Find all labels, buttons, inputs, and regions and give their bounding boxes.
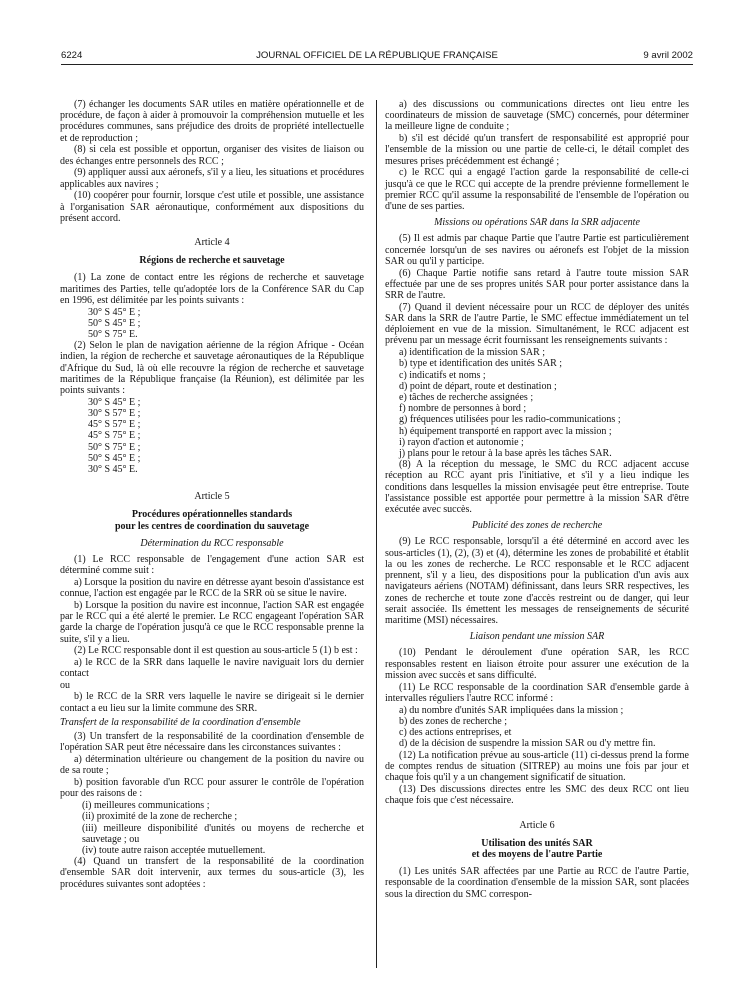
coordinate-line: 30° S 45° E ; [88, 396, 141, 408]
list-item: j) plans pour le retour à la base après les tâches SAR. [399, 448, 612, 460]
paragraph: (7) Quand il devient nécessaire pour un RCC de déployer des unités SAR dans la SRR de l'autre Partie, le SMC effectue immédiatement un tel déploiement en vue de la mission. Simultanément, le RCC adjacent est prévenu par un message écrit fournissant les renseignements suivants : [385, 301, 689, 347]
list-item: (ii) proximité de la zone de recherche ; [82, 811, 238, 823]
list-item: i) rayon d'action et autonomie ; [399, 436, 524, 448]
article-5-heading: Article 5 [194, 491, 230, 503]
paragraph: (9) appliquer aussi aux aéronefs, s'il y a lieu, les situations et procédures applicables aux navires ; [60, 167, 364, 190]
article-6-title-line-2: et des moyens de l'autre Partie [471, 848, 603, 860]
section-subheading: Missions ou opérations SAR dans la SRR adjacente [434, 217, 640, 229]
coordinate-line: 50° S 45° E ; [88, 317, 141, 329]
paragraph: b) le RCC de la SRR vers laquelle le navire se dirigeait si le dernier contact a eu lieu sur la limite commune des SRR. [60, 691, 364, 714]
list-item: c) des actions entreprises, et [399, 726, 512, 738]
paragraph: a) Lorsque la position du navire en détresse ayant besoin d'assistance est connue, l'action est engagée par le RCC de la SRR où se situe le navire. [60, 577, 364, 600]
list-item: b) des zones de recherche ; [399, 715, 507, 727]
coordinate-line: 30° S 57° E ; [88, 408, 141, 420]
paragraph: b) s'il est décidé qu'un transfert de responsabilité est approprié pour l'ensemble de la mission ou une partie de celle-ci, le détail complet des mesures prises précédemment est échangé ; [385, 133, 689, 167]
page-header [61, 50, 693, 64]
paragraph: (11) Le RCC responsable de la coordination SAR d'ensemble garde à intervalles réguliers l'autre RCC informé : [385, 681, 689, 704]
paragraph: b) position favorable d'un RCC pour assurer le contrôle de l'opération pour des raisons de : [60, 777, 364, 800]
list-item: g) fréquences utilisées pour les radio-communications ; [399, 414, 621, 426]
journal-title: JOURNAL OFFICIEL DE LA RÉPUBLIQUE FRANÇAISE [256, 50, 498, 61]
coordinate-line: 45° S 57° E ; [88, 419, 141, 431]
header-rule [61, 64, 693, 65]
list-item: e) tâches de recherche assignées ; [399, 392, 534, 404]
paragraph: (4) Quand un transfert de la responsabilité de la coordination d'ensemble SAR doit intervenir, aux termes du sous-article (3), les procédures suivantes sont adoptées : [60, 856, 364, 890]
list-item: (i) meilleures communications ; [82, 800, 210, 812]
coordinate-line: 45° S 75° E ; [88, 430, 141, 442]
paragraph: (2) Selon le plan de navigation aérienne de la région Afrique - Océan indien, la région de recherche et sauvetage aéronautiques de la République d'Afrique du Sud, là où elle recouvre la région de recherche et sauvetage maritimes de la République française (la Réunion), est délimitée par les points suivants : [60, 340, 364, 397]
paragraph: (5) Il est admis par chaque Partie que l'autre Partie est particulièrement concernée lorsqu'un de ses navires ou aéronefs est l'objet de la mission SAR ou qu'il y participe. [385, 233, 689, 267]
paragraph: (10) Pendant le déroulement d'une opération SAR, les RCC responsables restent en liaison étroite pour assurer une exécution de la mission avec succès et sans difficulté. [385, 647, 689, 681]
article-6-heading: Article 6 [519, 819, 555, 831]
conjunction: ou [60, 680, 70, 692]
coordinate-line: 50° S 75° E. [88, 329, 138, 341]
paragraph: (1) Les unités SAR affectées par une Partie au RCC de l'autre Partie, responsable de la coordination d'ensemble de la mission SAR, sont placées sous la direction du SMC correspon- [385, 866, 689, 900]
list-item: a) identification de la mission SAR ; [399, 347, 546, 359]
column-separator [376, 100, 377, 968]
list-item: b) type et identification des unités SAR ; [399, 358, 563, 370]
paragraph: a) des discussions ou communications directes ont lieu entre les coordinateurs de mission de sauvetage (SMC) concernés, pour déterminer la meilleure ligne de conduite ; [385, 99, 689, 133]
publication-date: 9 avril 2002 [643, 50, 693, 61]
paragraph: a) détermination ultérieure ou changement de la position du navire ou de sa route ; [60, 754, 364, 777]
paragraph: (1) Le RCC responsable de l'engagement d'une action SAR est déterminé comme suit : [60, 554, 364, 577]
list-item: h) équipement transporté en rapport avec la mission ; [399, 425, 612, 437]
list-item: f) nombre de personnes à bord ; [399, 403, 527, 415]
paragraph: d) de la décision de suspendre la mission SAR ou d'y mettre fin. [399, 738, 656, 750]
section-subheading: Transfert de la responsabilité de la coordination d'ensemble [60, 716, 301, 728]
paragraph: (1) La zone de contact entre les régions de recherche et sauvetage maritimes des Parties, telle qu'adoptée lors de la Conférence SAR du Cap en 1996, est délimitée par les points suivants : [60, 272, 364, 306]
article-4-title: Régions de recherche et sauvetage [139, 255, 285, 267]
list-item: c) indicatifs et noms ; [399, 369, 486, 381]
paragraph: (13) Des discussions directes entre les SMC des deux RCC ont lieu chaque fois que c'est nécessaire. [385, 784, 689, 807]
section-subheading: Liaison pendant une mission SAR [469, 631, 605, 643]
section-subheading: Détermination du RCC responsable [140, 537, 284, 549]
paragraph: a) le RCC de la SRR dans laquelle le navire naviguait lors du dernier contact [60, 657, 364, 680]
paragraph: (10) coopérer pour fournir, lorsque c'est utile et possible, une assistance à l'organisation SAR aéronautique, conformément aux dispositions du présent accord. [60, 190, 364, 224]
list-item: a) du nombre d'unités SAR impliquées dans la mission ; [399, 704, 624, 716]
article-6-title-line-1: Utilisation des unités SAR [481, 837, 593, 849]
paragraph: (7) échanger les documents SAR utiles en matière opérationnelle et de procédure, de façon à aider à promouvoir la compréhension mutuelle et les procédures communes, sans préjudice des droits de propriété intellectuelle et de reproduction ; [60, 99, 364, 144]
page-number: 6224 [61, 50, 83, 61]
paragraph: (6) Chaque Partie notifie sans retard à l'autre toute mission SAR effectuée par une de ses propres unités SAR pour porter assistance dans la SRR de l'autre. [385, 267, 689, 302]
list-item: (iii) meilleure disponibilité d'unités ou moyens de recherche et sauvetage ; ou [82, 822, 364, 845]
coordinate-line: 30° S 45° E ; [88, 306, 141, 318]
paragraph: (9) Le RCC responsable, lorsqu'il a été déterminé en accord avec les sous-articles (1), (2), (3) et (4), détermine les zones de probabilité et établit la ou les zones de recherche. Le RCC responsable et le RCC adjacent prennent, s'il y a lieu, des dispositions pour la publication d'un avis aux navigateurs aériens (NOTAM) définissant, dans leurs SRR respectives, les zones de recherche et toute zone d'accès restreint ou de danger, qui leur serait associée. Ils émettent les messages de renseignements de sécurité maritime (MSI) nécessaires. [385, 536, 689, 626]
left-column [60, 99, 364, 890]
list-item: d) point de départ, route et destination ; [399, 380, 557, 392]
right-column [385, 99, 689, 900]
coordinate-line: 30° S 45° E. [88, 464, 138, 476]
paragraph: b) Lorsque la position du navire est inconnue, l'action SAR est engagée par le RCC qui a été alerté le premier. Le RCC engageant l'opération SAR garde la charge de l'opération jusqu'à ce que le RCC responsable prenne la suite, s'il y a lieu. [60, 600, 364, 645]
paragraph: c) le RCC qui a engagé l'action garde la responsabilité de celle-ci jusqu'à ce que le RCC qui accepte de la prendre prévienne formellement le premier RCC qu'il assume la responsabilité de l'ensemble de l'opération ou d'une de ses parties. [385, 167, 689, 213]
coordinate-line: 50° S 75° E ; [88, 441, 141, 453]
paragraph: (8) si cela est possible et opportun, organiser des visites de liaison ou des échanges entre personnels des RCC ; [60, 144, 364, 167]
paragraph: (2) Le RCC responsable dont il est question au sous-article 5 (1) b est : [74, 645, 358, 657]
paragraph: (12) La notification prévue au sous-article (11) ci-dessus prend la forme de comptes rendus de situation (SITREP) au moins une fois par jour et chaque fois qu'il y a un changement significatif de situation. [385, 749, 689, 784]
article-4-heading: Article 4 [194, 237, 230, 249]
section-subheading: Publicité des zones de recherche [471, 520, 603, 532]
paragraph: (8) A la réception du message, le SMC du RCC adjacent accuse réception au RCC ayant pris l'initiative, et s'il y a lieu indique les conditions dans lesquelles la mission envisagée peut être entreprise. Toute l'assistance possible est apportée pour permettre à la mission SAR d'être exécutée avec succès. [385, 459, 689, 516]
article-5-title-line-1: Procédures opérationnelles standards [131, 509, 293, 521]
coordinate-line: 50° S 45° E ; [88, 452, 141, 464]
list-item: (iv) toute autre raison acceptée mutuellement. [82, 844, 266, 856]
paragraph: (3) Un transfert de la responsabilité de la coordination d'ensemble de l'opération SAR peut être nécessaire dans les circonstances suivantes : [60, 731, 364, 754]
article-5-title-line-2: pour les centres de coordination du sauvetage [114, 520, 310, 532]
